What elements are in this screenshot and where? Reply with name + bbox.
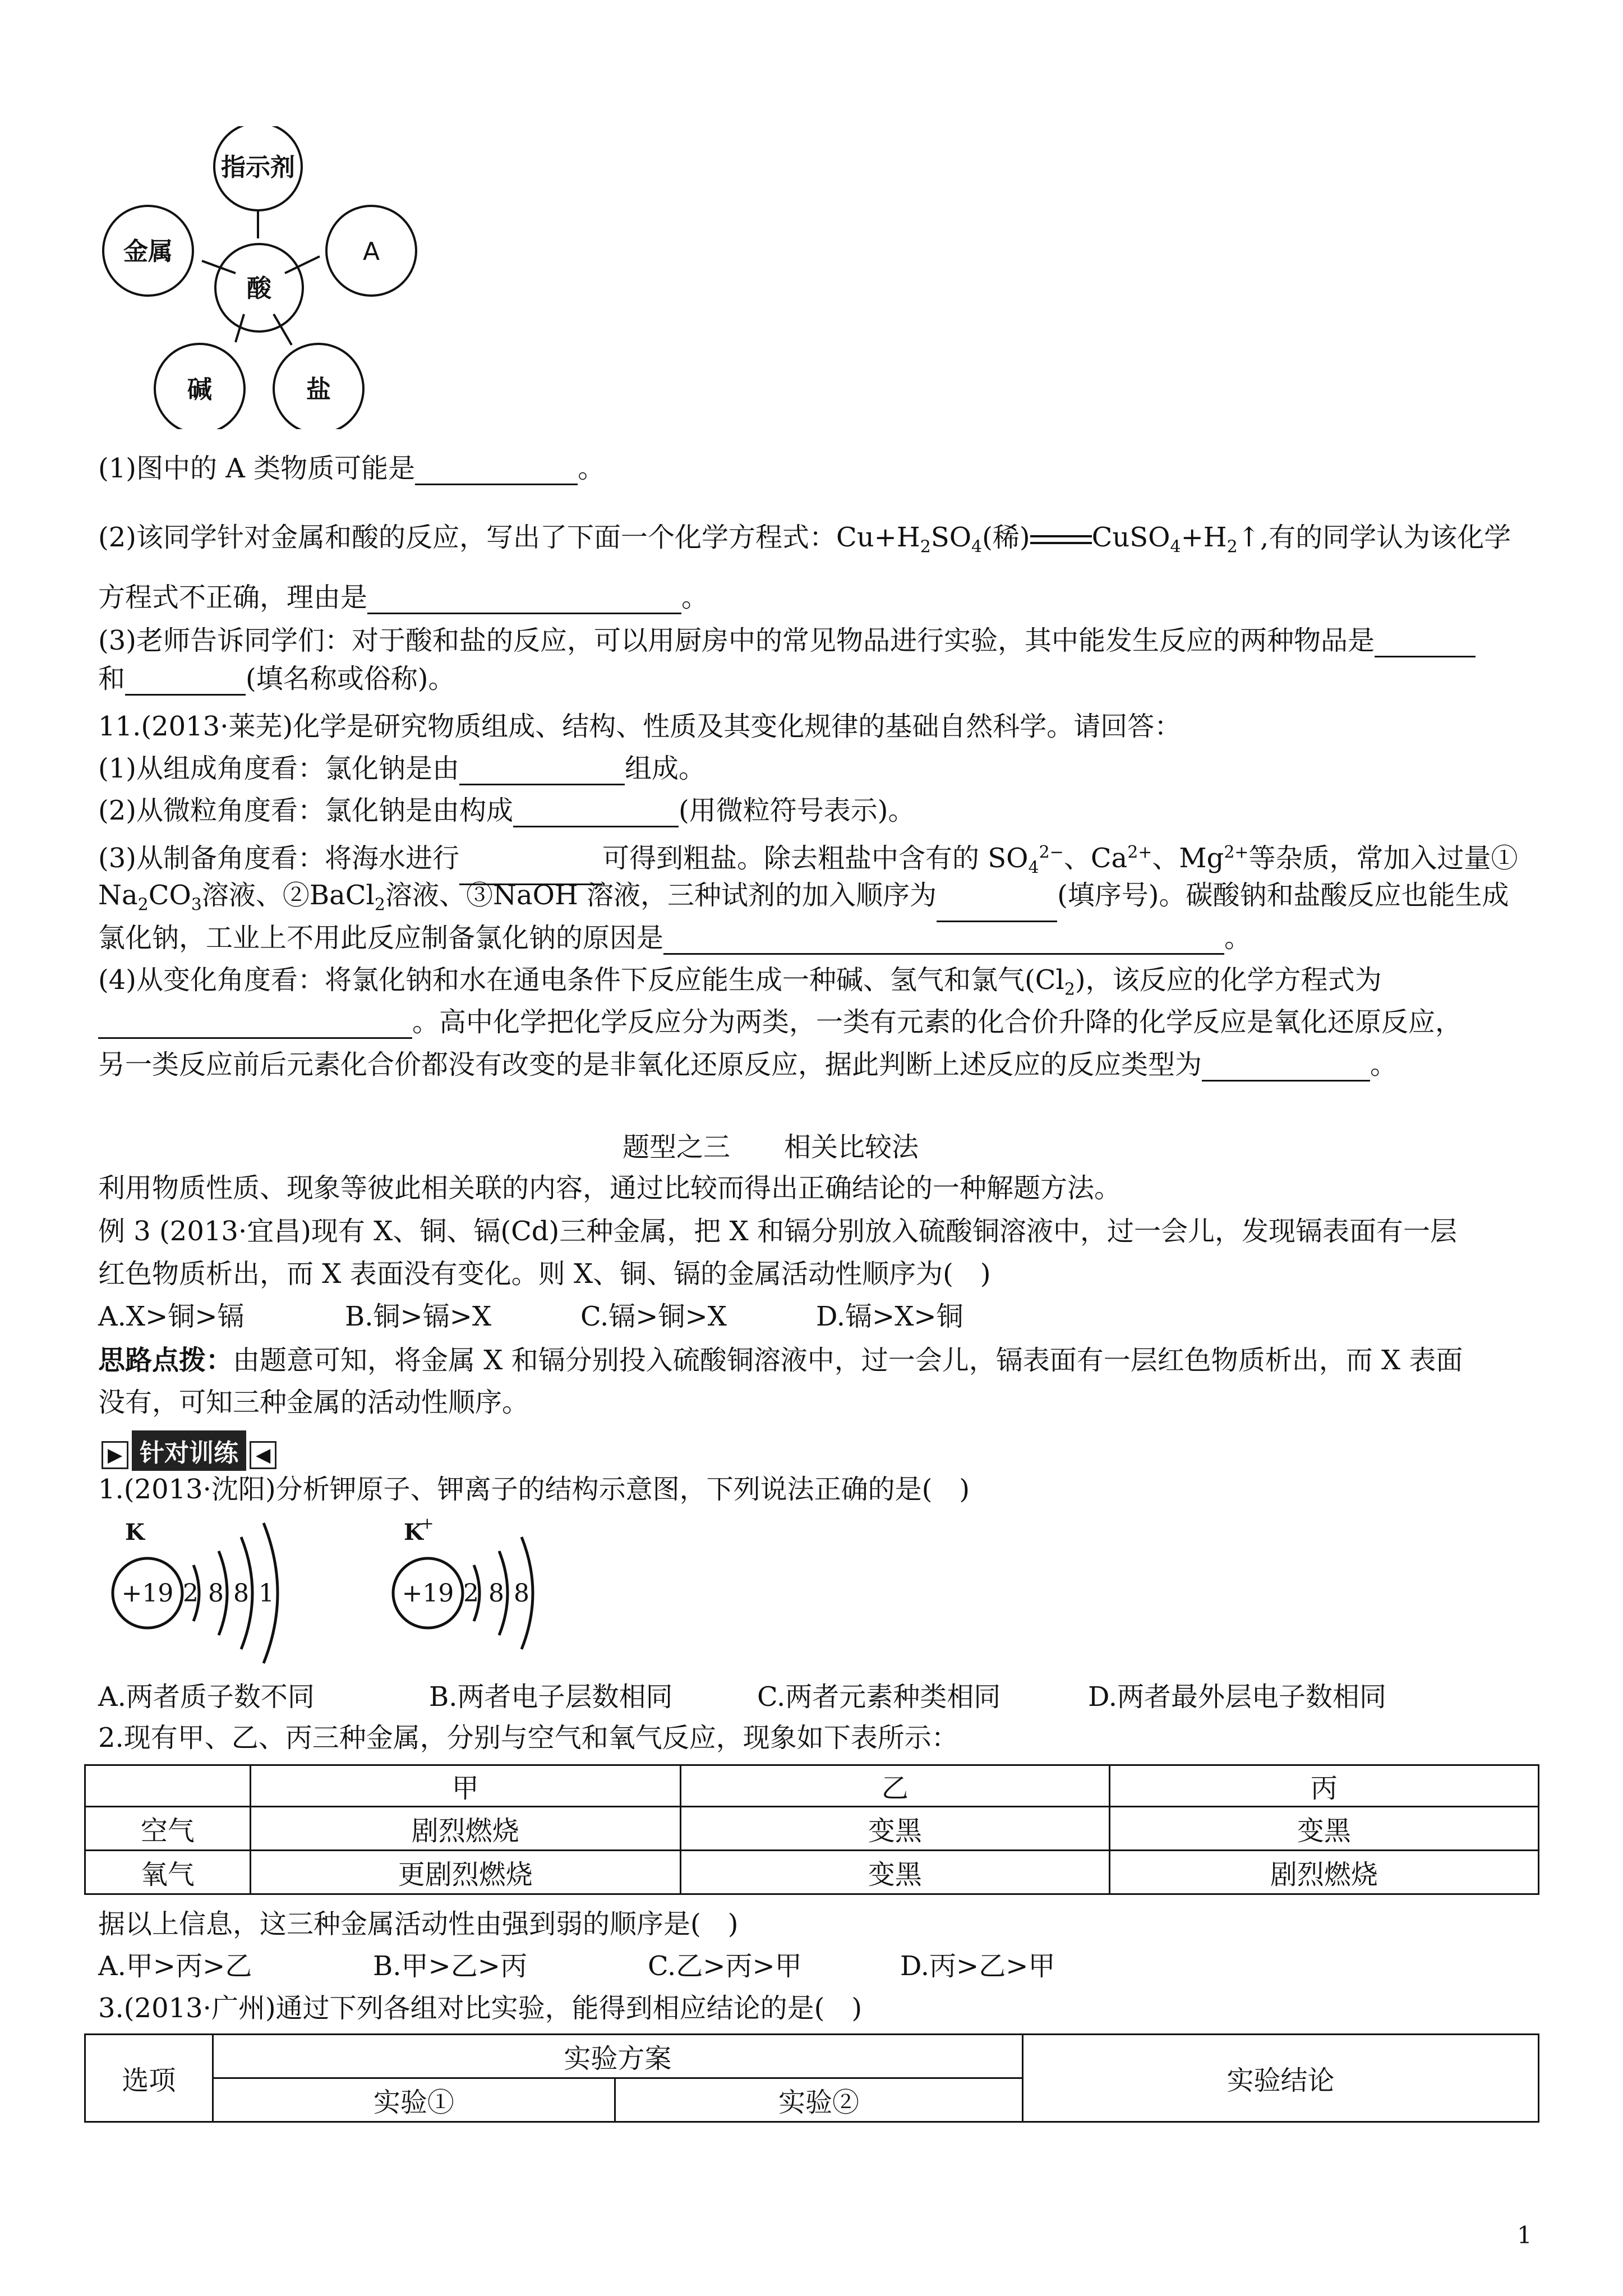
- table-cell: 变黑: [1109, 1807, 1538, 1851]
- q11-part4-line3: 另一类反应前后元素化合价都没有改变的是非氧化还原反应，据此判断上述反应的反应类型为 。: [98, 1049, 1398, 1080]
- option-b[interactable]: B.铜>镉>X: [345, 1301, 492, 1332]
- q11-part4: (4)从变化角度看：将氯化钠和水在通电条件下反应能生成一种碱、氢气和氯气$(Cl_2)$，该反应的化学方程式为: [98, 964, 1382, 1000]
- answer-blank[interactable]: [415, 484, 578, 485]
- diagram-label: 金属: [123, 237, 173, 266]
- atom-label: K: [125, 1519, 145, 1545]
- option-b[interactable]: B.甲>乙>丙: [373, 1950, 527, 1982]
- table-header-cell: 选项: [85, 2035, 213, 2122]
- table-cell: 剧烈燃烧: [250, 1807, 680, 1851]
- diagram-label: 碱: [187, 375, 212, 404]
- table-row: [85, 1807, 1539, 1851]
- example3-line1: 例 3 (2013·宜昌)现有 X、铜、镉(Cd)三种金属，把 X 和镉分别放入硫酸铜溶液中，过一会儿，发现镉表面有一层: [98, 1216, 1457, 1247]
- table-header-cell: 甲: [250, 1765, 680, 1807]
- table-cell: 变黑: [680, 1807, 1109, 1851]
- table-header-cell: 实验方案: [213, 2035, 1022, 2078]
- option-d[interactable]: D.丙>乙>甲: [900, 1950, 1055, 1982]
- table-header-row: [85, 2035, 1539, 2078]
- atom-electrons: 2: [183, 1579, 199, 1608]
- atom-electrons: 8: [208, 1579, 224, 1608]
- diagram-label: A: [362, 237, 380, 266]
- diagram-label: 指示剂: [221, 153, 295, 182]
- ion-electrons: 8: [488, 1579, 504, 1608]
- q11-part4-line2: 。高中化学把化学反应分为两类，一类有元素的化合价升降的化学反应是氧化还原反应，: [98, 1005, 1462, 1039]
- answer-blank[interactable]: [513, 826, 679, 827]
- q10-part1: (1)图中的 A 类物质可能是 。: [98, 453, 605, 484]
- answer-blank[interactable]: [98, 1037, 412, 1039]
- q10-part3: (3)老师告诉同学们：对于酸和盐的反应，可以用厨房中的常见物品进行实验，其中能发生反应的两种物品是: [98, 624, 1476, 657]
- q10-part2: (2)该同学针对金属和酸的反应，写出了下面一个化学方程式：$Cu+H_2SO_4$(稀) $CuSO_4+H_2↑$,有的同学认为该化学: [98, 522, 1511, 557]
- table-header-cell: 乙: [680, 1765, 1109, 1807]
- q11-part2: (2)从微粒角度看：氯化钠是由构成 (用微粒符号表示)。: [98, 795, 915, 826]
- equals-sign: [1030, 535, 1092, 544]
- t1-stem: 1.(2013·沈阳)分析钾原子、钾离子的结构示意图，下列说法正确的是( ): [98, 1474, 970, 1505]
- example3-line2: 红色物质析出，而 X 表面没有变化。则 X、铜、镉的金属活动性顺序为( ): [98, 1258, 991, 1290]
- atom-nucleus-charge: +19: [121, 1579, 174, 1608]
- option-a[interactable]: A.两者质子数不同: [98, 1681, 315, 1713]
- q11-title: 11.(2013·莱芜)化学是研究物质组成、结构、性质及其变化规律的基础自然科学。请回答：: [98, 711, 1182, 742]
- option-a[interactable]: A.甲>丙>乙: [98, 1950, 252, 1982]
- t3-stem: 3.(2013·广州)通过下列各组对比实验，能得到相应结论的是( ): [98, 1993, 863, 2024]
- answer-blank[interactable]: [367, 613, 681, 614]
- q10-part3-line2: 和 (填名称或俗称)。: [98, 663, 455, 694]
- t1-options: [98, 1680, 1386, 1714]
- table-cell: 变黑: [680, 1851, 1109, 1894]
- table-cell: 剧烈燃烧: [1109, 1851, 1538, 1894]
- answer-blank[interactable]: [1202, 1080, 1370, 1082]
- table-row: [85, 1851, 1539, 1894]
- table-cell: 更剧烈燃烧: [250, 1851, 680, 1894]
- table-header-cell: [85, 1765, 251, 1807]
- table-header-cell: 实验①: [213, 2078, 615, 2122]
- table-header-cell: 实验结论: [1023, 2035, 1539, 2122]
- table-header-row: [85, 1765, 1539, 1807]
- answer-blank[interactable]: [663, 953, 1224, 955]
- left-triangle-icon: ◀: [250, 1441, 276, 1469]
- option-c[interactable]: C.两者元素种类相同: [757, 1681, 1001, 1713]
- ion-charge: +: [421, 1514, 434, 1533]
- t2-question: 据以上信息，这三种金属活动性由强到弱的顺序是( ): [98, 1908, 739, 1940]
- metal-reaction-table: [84, 1764, 1539, 1895]
- page-number: 1: [1517, 2221, 1532, 2249]
- option-d[interactable]: D.两者最外层电子数相同: [1088, 1681, 1387, 1713]
- t2-options: [98, 1949, 1055, 1983]
- table-header-cell: 实验②: [615, 2078, 1022, 2122]
- ion-label: K: [404, 1519, 423, 1545]
- training-heading: ▶ 针对训练 ◀: [98, 1430, 280, 1471]
- right-triangle-icon: ▶: [102, 1441, 128, 1469]
- option-b[interactable]: B.两者电子层数相同: [429, 1681, 673, 1713]
- answer-blank[interactable]: [1375, 656, 1476, 657]
- q10-part2-line2: 方程式不正确，理由是 。: [98, 582, 709, 613]
- option-c[interactable]: C.镉>铜>X: [580, 1301, 727, 1332]
- option-c[interactable]: C.乙>丙>甲: [648, 1950, 802, 1982]
- atom-structure-diagrams: [98, 1512, 603, 1674]
- experiment-table: [84, 2033, 1539, 2123]
- atom-electrons: 1: [259, 1579, 274, 1608]
- hint-line1: 思路点拨：由题意可知，将金属 X 和镉分别投入硫酸铜溶液中，过一会儿，镉表面有一层红色物质析出，而 X 表面: [98, 1345, 1463, 1376]
- q11-part3-line2: $Na_2CO_3$溶液、②BaCl$_2$溶液、③NaOH 溶液，三种试剂的加入顺序为 (填序号)。碳酸钠和盐酸反应也能生成: [98, 878, 1509, 922]
- section-intro: 利用物质性质、现象等彼此相关联的内容，通过比较而得出正确结论的一种解题方法。: [98, 1172, 1122, 1204]
- t2-stem: 2.现有甲、乙、丙三种金属，分别与空气和氧气反应，现象如下表所示：: [98, 1722, 958, 1754]
- q11-part3-line3: 氯化钠，工业上不用此反应制备氯化钠的原因是 。: [98, 922, 1252, 954]
- atom-electrons: 8: [233, 1579, 249, 1608]
- answer-blank[interactable]: [459, 784, 625, 785]
- section-title: 题型之三 相关比较法: [623, 1131, 919, 1163]
- ion-electrons: 2: [463, 1579, 479, 1608]
- diagram-label: 酸: [247, 274, 271, 303]
- answer-blank[interactable]: [125, 694, 246, 696]
- table-cell: 氧气: [85, 1851, 251, 1894]
- option-a[interactable]: A.X>铜>镉: [98, 1301, 245, 1332]
- table-header-cell: 丙: [1109, 1765, 1538, 1807]
- acid-concept-diagram: [95, 126, 432, 429]
- hint-line2: 没有，可知三种金属的活动性顺序。: [98, 1387, 529, 1418]
- diagram-label: 盐: [306, 375, 331, 404]
- q11-part3: (3)从制备角度看：将海水进行 可得到粗盐。除去粗盐中含有的 $SO_4^{2-}$、$Ca^{2+}$、$Mg^{2+}$等杂质，常加入过量①: [98, 836, 1518, 885]
- ion-nucleus-charge: +19: [402, 1579, 454, 1608]
- example3-options: [98, 1300, 963, 1333]
- diagram-link: [285, 256, 320, 273]
- table-cell: 空气: [85, 1807, 251, 1851]
- ion-electrons: 8: [514, 1579, 529, 1608]
- q11-part1: (1)从组成角度看：氯化钠是由 组成。: [98, 753, 706, 784]
- option-d[interactable]: D.镉>X>铜: [816, 1301, 963, 1332]
